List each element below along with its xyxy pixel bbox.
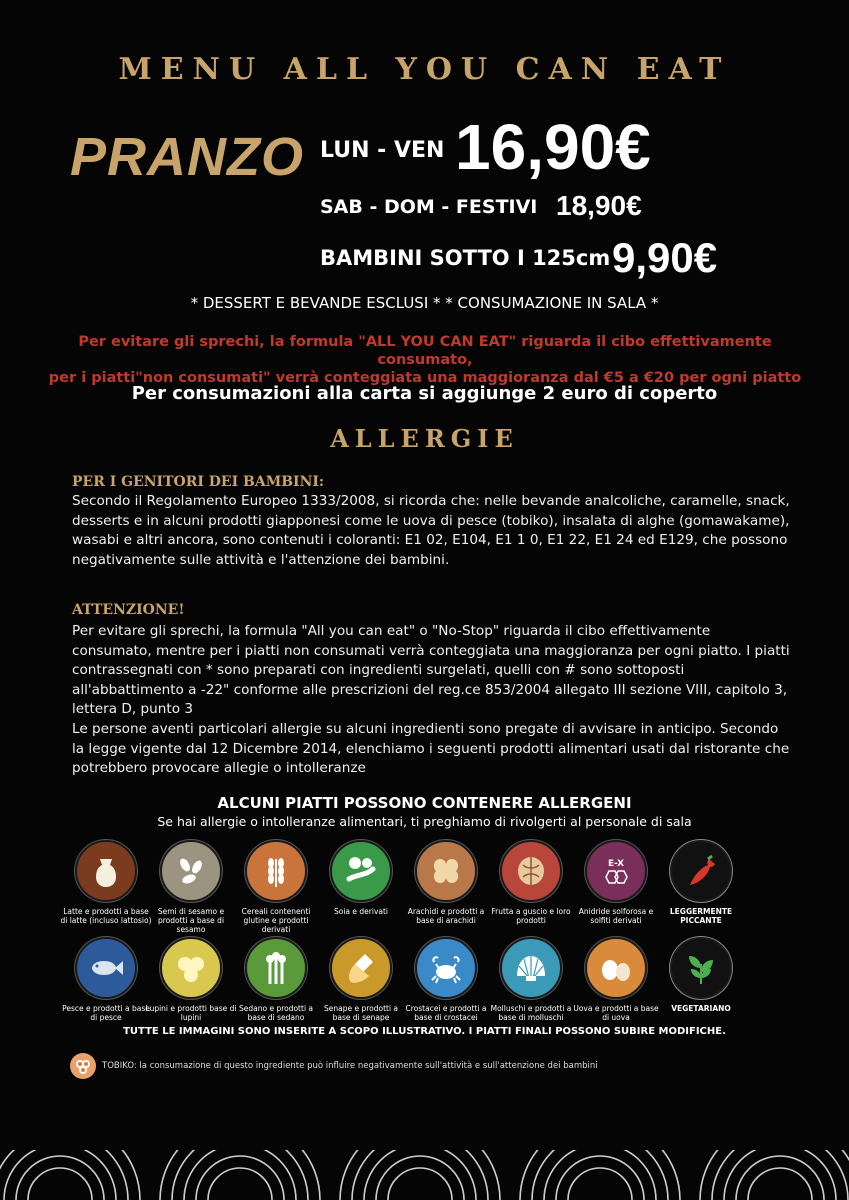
tobiko-note (70, 1053, 598, 1079)
allergen-item (60, 937, 152, 1022)
attention-heading: ATTENZIONE! (72, 602, 185, 618)
tobiko-text: TOBIKO: la consumazione di questo ingrediente può influire negativamente sull'attività e sull'attenzione dei bambini (102, 1061, 598, 1071)
attention-text: Per evitare gli sprechi, la formula "All you can eat" o "No-Stop" riguarda il cibo effettivamente consumato, mentre per i piatti non consumati verrà conteggiata una maggioranza per ogni piatto. I piatti contrassegnati con * sono preparati con ingredienti surgelati, quelli con # sono sottoposti all'abbattimento a -22" conforme alle prescrizioni del reg.ce 853/2004 allegato III sezione VIII, capitolo 3, lettera D, punto 3 (72, 623, 790, 717)
meal-label: PRANZO (70, 127, 304, 187)
fish-icon (75, 937, 137, 999)
weekday-price: 16,90€ (455, 111, 651, 183)
allergen-label: Molluschi e prodotti a base di molluschi (490, 1004, 572, 1022)
parents-text: Secondo il Regolamento Europeo 1333/2008, si ricorda che: nelle bevande analcoliche, caramelle, snack, desserts e in alcuni prodotti giapponesi come le uova di pesce (tobiko), insalata di alghe (gomawakame), wasabi e altri ancora, sono contenuti i coloranti: E1 02, E104, E1 1 0, E1 22, E1 24 ed E129, che possono negativamente sulle attività e l'attenzione dei bambini. (72, 493, 790, 568)
weekend-label: SAB - DOM - FESTIVI (320, 196, 538, 218)
tobiko-icon (70, 1053, 96, 1079)
sulphite-icon (585, 840, 647, 902)
wheat-icon (245, 840, 307, 902)
allergen-item (145, 937, 237, 1022)
shell-icon (500, 937, 562, 999)
mustard-icon (330, 937, 392, 999)
allergens-subtitle: Se hai allergie o intolleranze alimentari, ti preghiamo di rivolgerti al personale di sala (157, 814, 692, 829)
allergen-item (655, 937, 747, 1013)
allergen-label: VEGETARIANO (671, 1004, 731, 1013)
leaf-icon (670, 937, 732, 999)
allergen-label: Arachidi e prodotti a base di arachidi (407, 907, 485, 925)
allergen-item (315, 840, 407, 916)
celery-icon (245, 937, 307, 999)
allergen-item (570, 937, 662, 1022)
allergen-label: LEGGERMENTE PICCANTE (669, 907, 733, 925)
waste-warning (40, 333, 810, 387)
soy-icon (330, 840, 392, 902)
sesame-icon (160, 840, 222, 902)
allergen-label: Uova e prodotti a base di uova (573, 1004, 659, 1022)
egg-icon (585, 937, 647, 999)
allergies-title: ALLERGIE (330, 424, 519, 453)
allergen-item (400, 840, 492, 925)
milk-jug-icon (75, 840, 137, 902)
allergen-label: Crostacei e prodotti a base di crostacei (405, 1004, 487, 1022)
kids-label: BAMBINI SOTTO I 125cm (320, 246, 611, 270)
allergen-label: Pesce e prodotti a base di pesce (62, 1004, 150, 1022)
allergen-item (60, 840, 152, 925)
waste-warning-line1: Per evitare gli sprechi, la formula "ALL YOU CAN EAT" riguarda il cibo effettivamente consumato, (78, 334, 772, 368)
attention-text-2: Le persone aventi particolari allergie su alcuni ingredienti sono pregate di avvisare in anticipo. Secondo la legge vigente dal 12 Dicembre 2014, elenchiamo i seguenti prodotti alimentari usati dal ristorante che potrebbero provocare allegie o intolleranze (72, 721, 790, 776)
allergen-label: Senape e prodotti a base di senape (323, 1004, 399, 1022)
allergen-item (570, 840, 662, 925)
kids-price: 9,90€ (612, 234, 718, 281)
lupin-icon (160, 937, 222, 999)
waste-warning-line2: per i piatti"non consumati" verrà conteggiata una maggioranza dal €5 a €20 per ogni piatto (48, 370, 802, 386)
allergen-label: Soia e derivati (333, 907, 388, 916)
allergen-item (315, 937, 407, 1022)
wave-pattern-decoration (0, 1150, 849, 1200)
crab-icon (415, 937, 477, 999)
weekend-price: 18,90€ (556, 190, 642, 221)
peanut-icon (415, 840, 477, 902)
chili-icon (670, 840, 732, 902)
allergens-title: ALCUNI PIATTI POSSONO CONTENERE ALLERGENI (217, 794, 632, 812)
menu-title: MENU ALL YOU CAN EAT (118, 52, 731, 87)
allergen-label: Semi di sesamo e prodotti a base di sesamo (157, 907, 225, 934)
allergen-item (145, 840, 237, 934)
allergen-label: Anidride solforosa e solfiti derivati (578, 907, 654, 925)
allergen-item (485, 840, 577, 925)
parents-heading: PER I GENITORI DEI BAMBINI: (72, 474, 325, 490)
allergen-item (655, 840, 747, 925)
exclusions-note: * DESSERT E BEVANDE ESCLUSI * * CONSUMAZIONE IN SALA * (190, 294, 659, 312)
allergen-label: Frutta a guscio e loro prodotti (491, 907, 571, 925)
cover-charge-note: Per consumazioni alla carta si aggiunge 2 euro di coperto (131, 383, 718, 404)
allergen-label: Latte e prodotti a base di latte (incluso lattosio) (60, 907, 152, 925)
allergen-item (230, 937, 322, 1022)
svg-text:E-X: E-X (607, 859, 625, 869)
walnut-icon (500, 840, 562, 902)
allergen-label: Lupini e prodotti base di lupini (145, 1004, 237, 1022)
weekday-label: LUN - VEN (320, 138, 445, 163)
allergen-label: Cereali contenenti glutine e prodotti derivati (241, 907, 311, 934)
allergen-item (485, 937, 577, 1022)
allergen-label: Sedano e prodotti a base di sedano (238, 1004, 314, 1022)
allergen-item (230, 840, 322, 934)
illustrative-disclaimer: TUTTE LE IMMAGINI SONO INSERITE A SCOPO ILLUSTRATIVO. I PIATTI FINALI POSSONO SUBIRE MODIFICHE. (123, 1026, 726, 1037)
allergen-item (400, 937, 492, 1022)
